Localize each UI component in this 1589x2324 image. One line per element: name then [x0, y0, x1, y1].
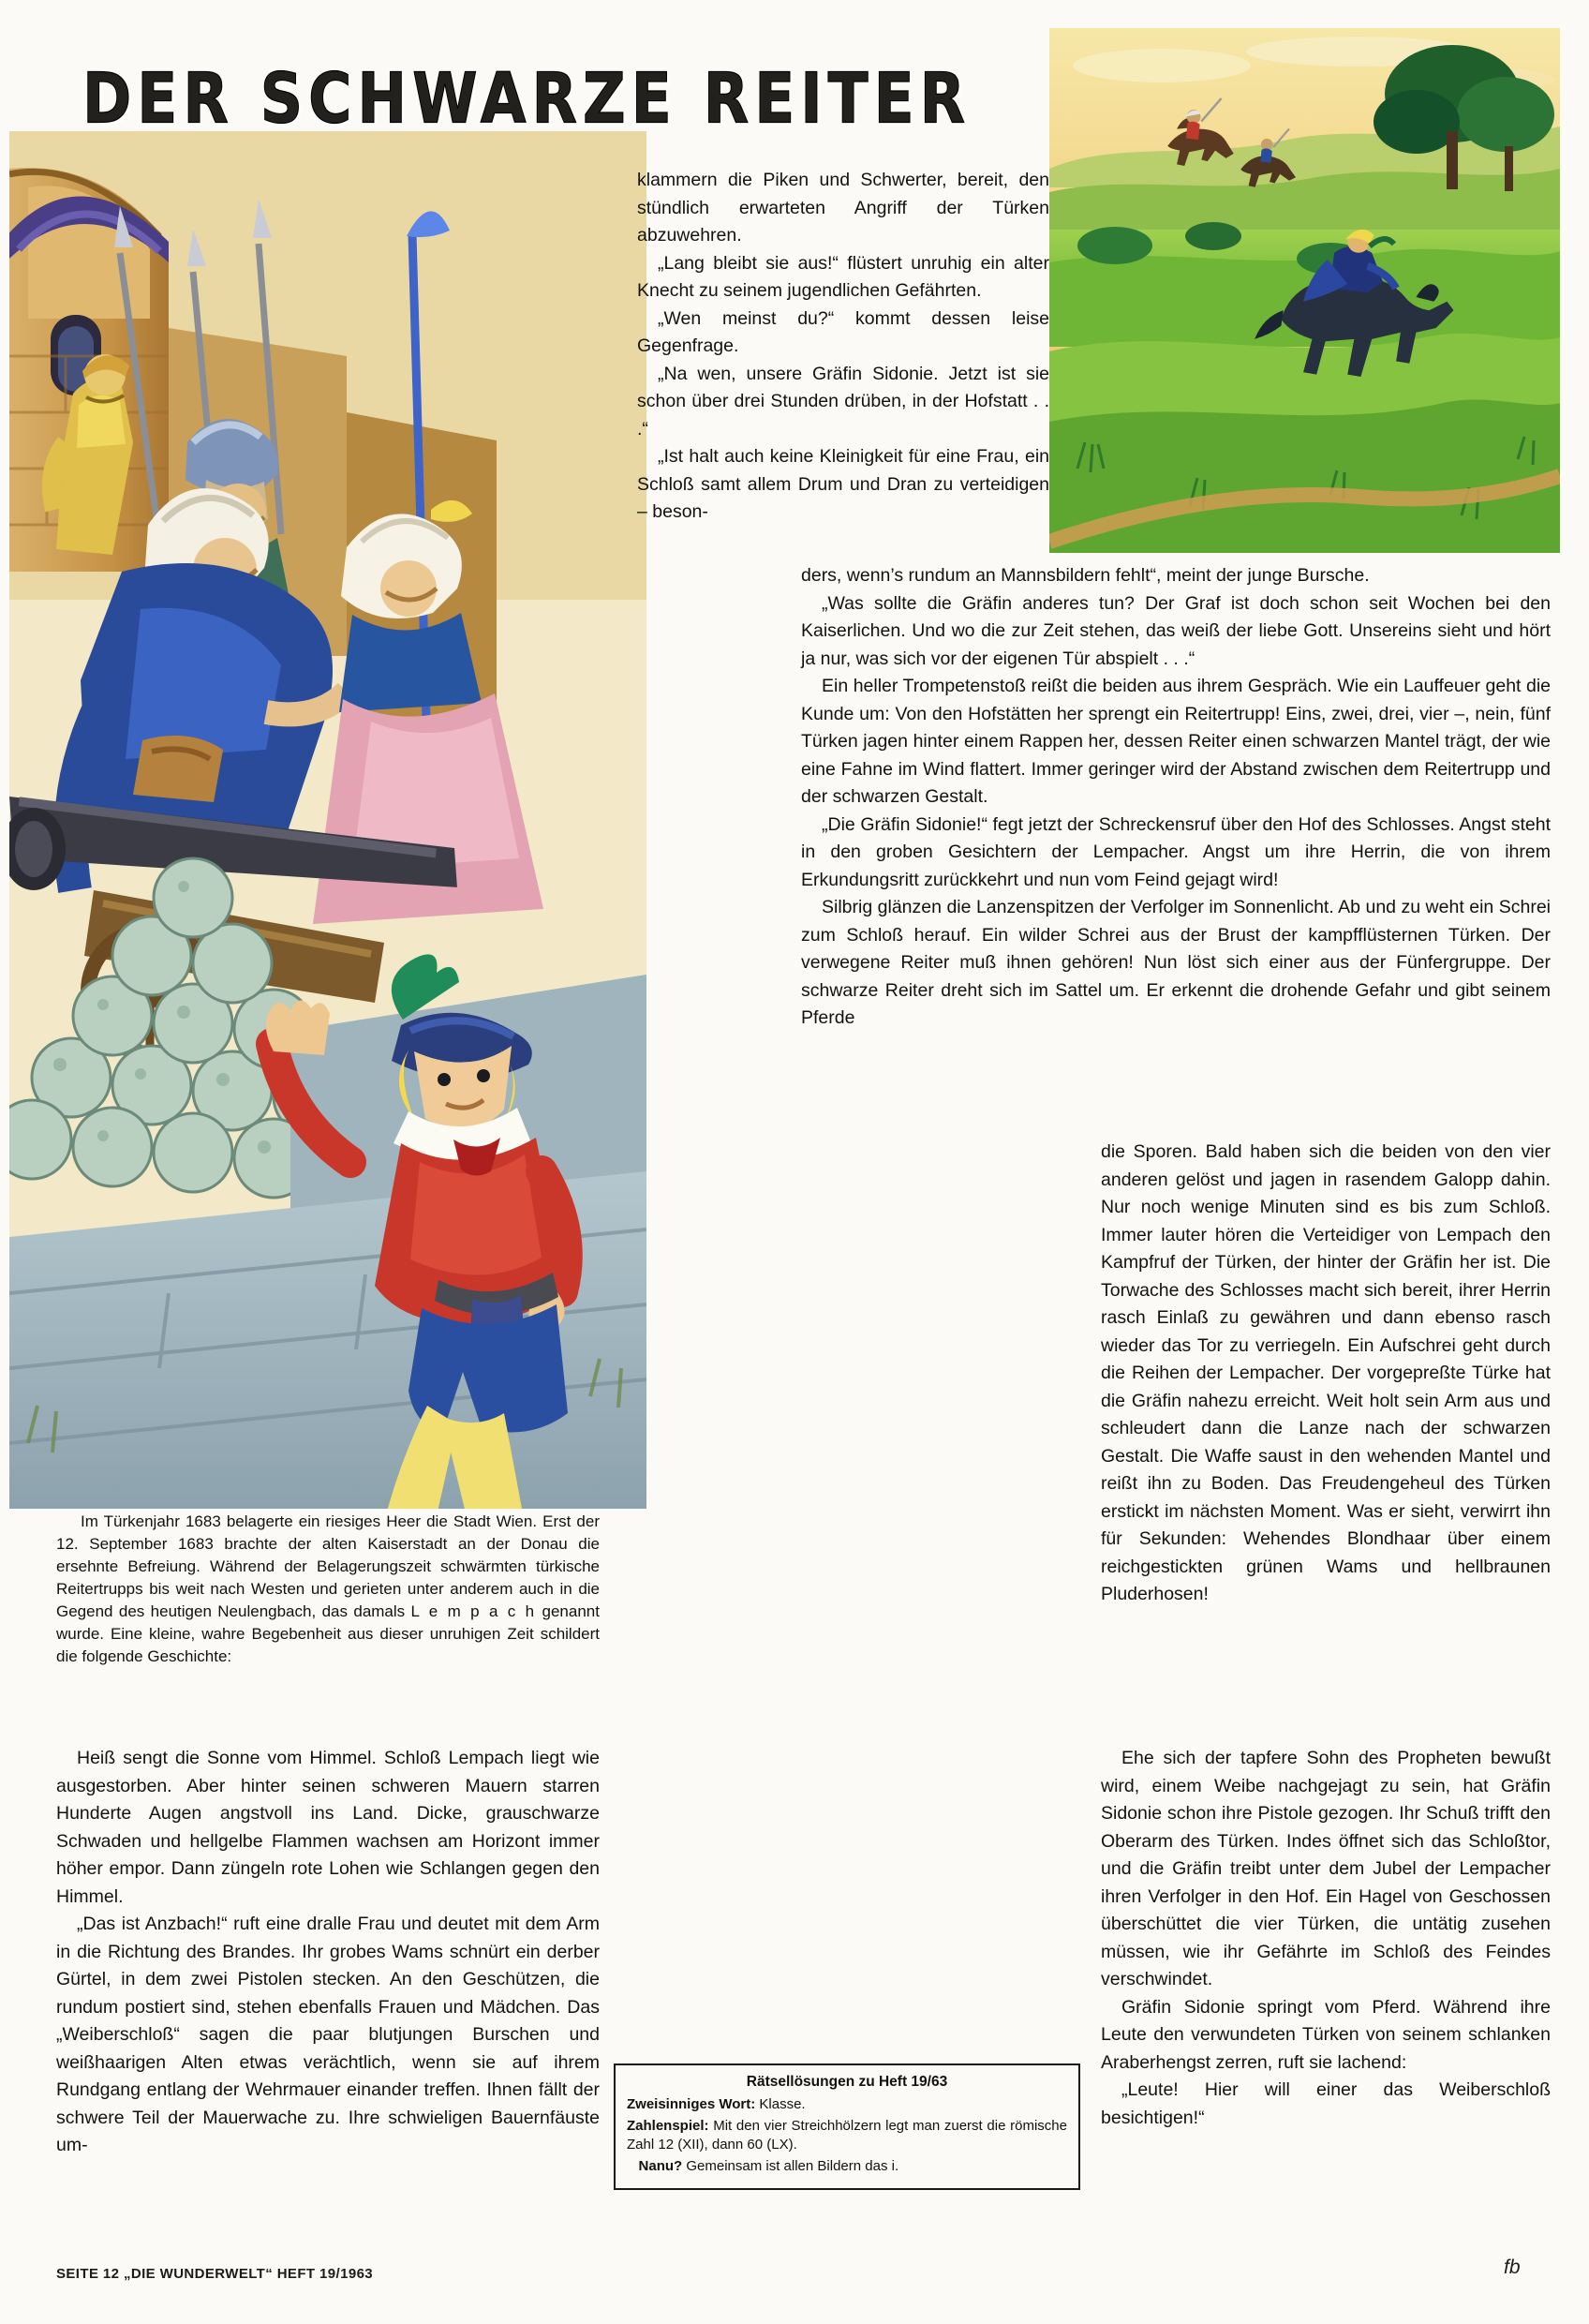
text-column-a: [637, 167, 1049, 527]
paragraph: Silbrig glänzen die Lanzenspitzen der Verfolger im Sonnenlicht. Ab und zu weht ein Schrei zum Schloß herauf. Ein wilder Schrei aus der Brust der kampfflüsternen Türken. Der verwegene Reiter muß ihnen gehören! Nun löst sich einer aus der Fünfergruppe. Der schwarze Reiter dreht sich im Sattel um. Er erkennt die drohende Gefahr und gibt seinem Pferde: [801, 897, 1551, 1028]
paragraph: „Lang bleibt sie aus!“ flüstert unruhig ein alter Knecht zu seinem jugendlichen Gefährten.: [637, 252, 1049, 301]
caption-highlight: L e m p a c h: [410, 1602, 537, 1620]
solution-label-1: Zweisinniges Wort:: [627, 2096, 756, 2112]
paragraph: „Was sollte die Gräfin anderes tun? Der Graf ist doch schon seit Wochen bei den Kaiserlichen. Und wo die zur Zeit stehen, das weiß der liebe Gott. Unsereins sieht und hört ja nur, was sich vor der eigenen Tür abspielt . . .“: [801, 592, 1551, 669]
paragraph: die Sporen. Bald haben sich die beiden von den vier anderen gelöst und jagen in rasendem Galopp dahin. Nur noch wenige Minuten sind es bis zum Schloß. Immer lauter hören die Verteidiger von Lempach den Kampfruf der Türken, der hinter der Gräfin her ist. Die Torwache des Schlosses macht sich bereit, ihrer Herrin rasch Einlaß zu gewähren und dann ebenso rasch wieder das Tor zu verriegeln. Ein Aufschrei geht durch die Reihen der Lempacher. Der vorgepreßte Türke hat die Gräfin nahezu erreicht. Weit holt sein Arm aus und schleudert dann die Lanze nach der schwarzen Gestalt. Die Waffe saust in den wehenden Mantel und reißt ihn zu Boden. Das Freudengeheul des Türken erstickt im nächsten Moment. Was er sieht, verwirrt ihn für Sekunden: Wehendes Blondhaar über einem reichgestickten grünen Wams und hellbraunen Pluderhosen!: [1101, 1141, 1551, 1604]
paragraph: Heiß sengt die Sonne vom Himmel. Schloß Lempach liegt wie ausgestorben. Aber hinter seinen schweren Mauern starren Hunderte Augen angstvoll ins Land. Dicke, grauschwarze Schwaden und hellgelbe Flammen wachsen am Horizont immer höher empor. Dann züngeln rote Lohen wie Schlangen gegen den Himmel.: [56, 1748, 600, 1907]
page-title: DER SCHWARZE REITER: [82, 58, 972, 140]
solution-text-2: Mit den vier Streichhölzern legt man zuerst die römische Zahl 12 (XII), dann 60 (LX).: [627, 2118, 1067, 2153]
paragraph: „Na wen, unsere Gräfin Sidonie. Jetzt ist sie schon über drei Stunden drüben, in der Hofstatt . . .“: [637, 363, 1049, 439]
puzzle-solutions-box: [614, 2063, 1080, 2190]
text-column-c: [1101, 1139, 1551, 1609]
page-footer: SEITE 12 „DIE WUNDERWELT“ HEFT 19/1963: [56, 2266, 374, 2282]
paragraph: „Wen meinst du?“ kommt dessen leise Gegenfrage.: [637, 307, 1049, 356]
paragraph: „Die Gräfin Sidonie!“ fegt jetzt der Schreckensruf über den Hof des Schlosses. Angst steht in den groben Gesichtern der Lempacher. Angst um ihre Herrin, die von ihrem Erkundungsritt zurückkehrt und nun vom Feind gejagt wird!: [801, 813, 1551, 890]
author-signature: fb: [1504, 2257, 1521, 2278]
caption-text-part2: genannt wurde. Eine kleine, wahre Begebenheit aus dieser unruhigen Zeit schildert die folgende Geschichte:: [56, 1602, 600, 1665]
paragraph: ders, wenn’s rundum an Mannsbildern fehlt“, meint der junge Bursche.: [801, 565, 1370, 586]
solution-text-3: Gemeinsam ist allen Bildern das i.: [682, 2158, 899, 2174]
solution-line-1: [627, 2095, 1067, 2114]
solution-label-3: Nanu?: [638, 2158, 683, 2174]
solution-line-2: [627, 2117, 1067, 2154]
paragraph: Ehe sich der tapfere Sohn des Propheten bewußt wird, einem Weibe nachgejagt zu sein, hat Gräfin Sidonie schon ihre Pistole gezogen. Ihr Schuß trifft den Oberarm des Türken. Indes öffnet sich das Schloßtor, und die Gräfin treibt unter dem Jubel der Lempacher ihren Verfolger in den Hof. Ein Hagel von Geschossen überschüttet die vier Türken, die untätig zusehen müssen, wie ihr Gefährte im Schloß des Feindes verschwindet.: [1101, 1748, 1551, 1989]
illustration-castle-defenders: [9, 131, 646, 1509]
paragraph: klammern die Piken und Schwerter, bereit, den stündlich erwarteten Angriff der Türken abzuwehren.: [637, 170, 1049, 246]
paragraph: Ein heller Trompetenstoß reißt die beiden aus ihrem Gespräch. Wie ein Lauffeuer geht die Kunde um: Von den Hofstätten her sprengt ein Reitertrupp! Eins, zwei, drei, vier –, nein, fünf Türken jagen hinter einem Rappen her, dessen Reiter einen schwarzen Mantel trägt, der wie eine Fahne im Wind flattert. Immer geringer wird der Abstand zwischen dem Reitertrupp und der schwarzen Gestalt.: [801, 676, 1551, 807]
text-column-e: [1101, 1745, 1551, 2132]
solution-label-2: Zahlenspiel:: [627, 2118, 709, 2134]
paragraph: „Leute! Hier will einer das Weiberschloß besichtigen!“: [1101, 2079, 1551, 2128]
paragraph: Gräfin Sidonie springt vom Pferd. Während ihre Leute den verwundeten Türken von seinem schlanken Araberhengst zerren, ruft sie lachend:: [1101, 1996, 1551, 2073]
solution-line-3: [627, 2157, 1067, 2176]
illustration-caption: [56, 1511, 600, 1668]
solution-text-1: Klasse.: [755, 2096, 806, 2112]
illustration-riders-landscape: [1049, 28, 1560, 553]
caption-text-part1: Im Türkenjahr 1683 belagerte ein riesiges Heer die Stadt Wien. Erst der 12. September 1683 brachte der alten Kaiserstadt an der Donau die ersehnte Befreiung. Während der Belagerungszeit schwärmten türkische Reitertrupps bis weit nach Westen und gerieten unter anderem auch in die Gegend des heutigen Neulengbach, das damals: [56, 1512, 600, 1620]
text-column-d: [56, 1745, 600, 2160]
paragraph: „Das ist Anzbach!“ ruft eine dralle Frau und deutet mit dem Arm in die Richtung des Brandes. Ihr grobes Wams schnürt ein derber Gürtel, in dem zwei Pistolen stecken. An den Geschützen, die rundum postiert sind, stehen ebenfalls Frauen und Mädchen. Das „Weiberschloß“ sagen die paar blutjungen Burschen und weißhaarigen Alten etwas verächtlich, wenn sie auf ihrem Rundgang entlang der Wehrmauer einander treffen. Ihnen fällt der schwere Teil der Mauerwache zu. Ihre schwieligen Bauernfäuste um-: [56, 1914, 600, 2155]
paragraph: „Ist halt auch keine Kleinigkeit für eine Frau, ein Schloß samt allem Drum und Dran zu verteidigen – beson-: [637, 446, 1049, 522]
solutions-title: Rätsellösungen zu Heft 19/63: [746, 2074, 948, 2090]
text-column-b: [801, 562, 1551, 1033]
